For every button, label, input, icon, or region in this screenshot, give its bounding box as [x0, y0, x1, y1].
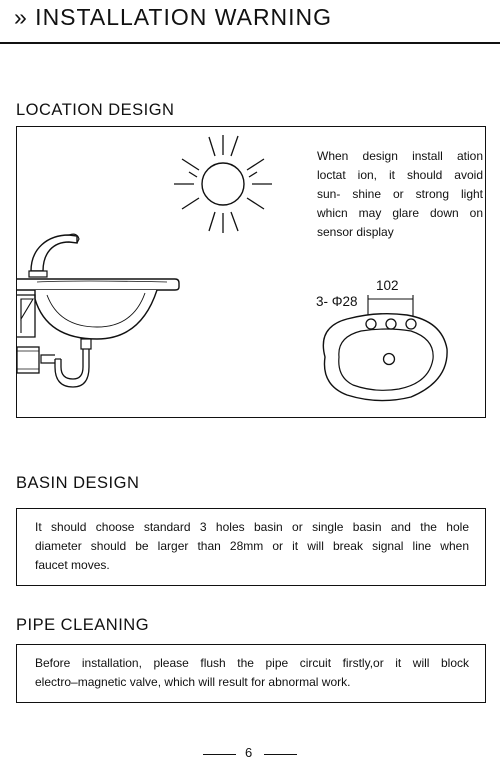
location-note	[317, 147, 483, 242]
basin-design-text	[16, 508, 486, 586]
title-divider	[0, 42, 500, 44]
basin-design-line: It should choose standard 3 holes basin or single basin and the hole	[35, 520, 469, 534]
location-note-line: When design install ation	[317, 149, 483, 163]
faucet-basin-illustration	[17, 227, 187, 397]
page-footer	[0, 745, 500, 765]
footer-rule-left	[203, 754, 236, 755]
location-note-line: whicn may glare down on	[317, 206, 483, 220]
pipe-cleaning-line: Before installation, please flush the pipe circuit firstly,or it will block	[35, 656, 469, 670]
basin-top-view	[307, 287, 457, 417]
pipe-cleaning-heading: PIPE CLEANING	[16, 616, 150, 634]
pipe-cleaning-text	[16, 644, 486, 703]
pipe-cleaning-line: electro–magnetic valve, which will result for abnormal work.	[35, 675, 351, 689]
basin-design-line: diameter should be larger than 28mm or it will break signal line when	[35, 539, 469, 553]
location-note-line: sun- shine or strong light	[317, 187, 483, 201]
hole-count-label: 3- Φ28	[316, 294, 358, 309]
page-title: » INSTALLATION WARNING	[14, 4, 333, 30]
hole-spacing-label: 102	[376, 278, 399, 293]
location-note-line: sensor display	[317, 225, 394, 239]
sun-icon	[167, 127, 287, 242]
basin-design-line: faucet moves.	[35, 558, 110, 572]
location-design-heading: LOCATION DESIGN	[16, 101, 175, 119]
location-note-line: loctat ion, it should avoid	[317, 168, 483, 182]
page-number: 6	[245, 745, 253, 760]
basin-design-heading: BASIN DESIGN	[16, 474, 140, 492]
location-design-panel	[16, 126, 486, 418]
footer-rule-right	[264, 754, 297, 755]
